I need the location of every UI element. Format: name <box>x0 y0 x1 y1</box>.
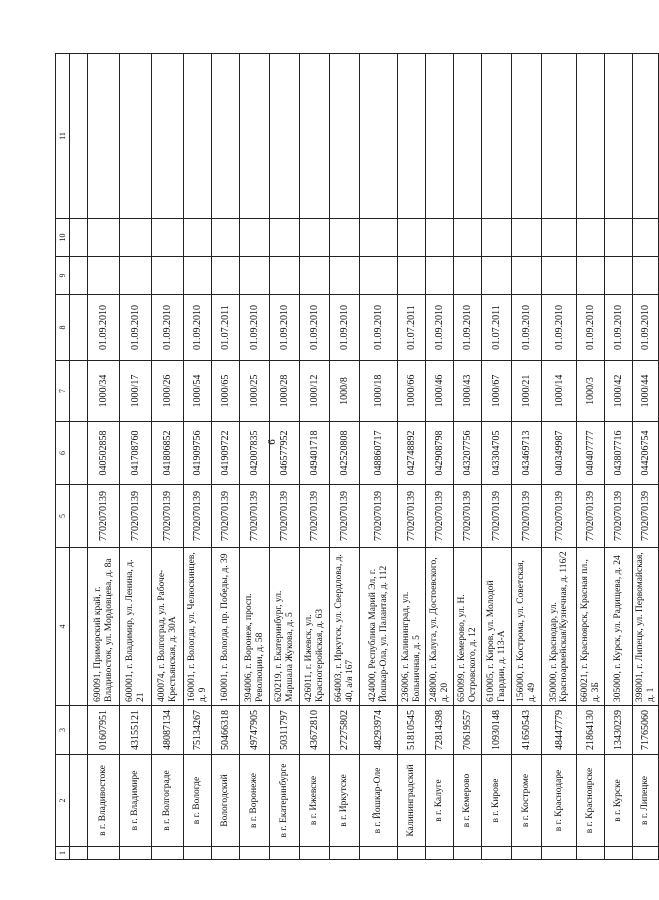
empty-cell <box>152 54 184 219</box>
effective-date: 01.09.2010 <box>605 295 633 361</box>
branch-name: в г. Кирове <box>482 755 512 847</box>
effective-date: 01.09.2010 <box>152 295 184 361</box>
row-blank-cell <box>330 847 360 860</box>
registration-number: 1000/18 <box>360 361 398 422</box>
branch-name: в г. Владивостоке <box>88 755 120 847</box>
empty-cell <box>482 257 512 295</box>
table-row <box>360 54 398 860</box>
inn-code: 7702070139 <box>240 485 270 548</box>
empty-cell <box>633 219 659 257</box>
okpo-code: 70619557 <box>454 706 482 755</box>
empty-cell <box>240 219 270 257</box>
branch-address: 248000, г. Калуга, ул. Достоевского, д. 20 <box>426 548 454 706</box>
empty-cell <box>398 219 426 257</box>
empty-cell <box>426 54 454 219</box>
empty-cell <box>120 54 152 219</box>
effective-date: 01.09.2010 <box>633 295 659 361</box>
effective-date: 01.09.2010 <box>512 295 542 361</box>
bik-code: 048860717 <box>360 422 398 485</box>
empty-cell <box>577 257 605 295</box>
branch-name: в г. Курске <box>605 755 633 847</box>
table-row <box>454 54 482 860</box>
effective-date: 01.09.2010 <box>542 295 577 361</box>
bik-code: 043207756 <box>454 422 482 485</box>
empty-cell <box>542 257 577 295</box>
empty-cell <box>426 257 454 295</box>
empty-cell <box>398 54 426 219</box>
inn-code: 7702070139 <box>330 485 360 548</box>
okpo-code: 01607951 <box>88 706 120 755</box>
bik-code: 041806852 <box>152 422 184 485</box>
empty-cell <box>212 54 240 219</box>
registration-number: 1000/34 <box>88 361 120 422</box>
okpo-code: 41650543 <box>512 706 542 755</box>
empty-cell <box>512 257 542 295</box>
okpo-code: 72814398 <box>426 706 454 755</box>
row-blank-cell <box>482 847 512 860</box>
branch-address: 394006, г. Воронеж, просп. Революции, д. 58 <box>240 548 270 706</box>
row-blank-cell <box>398 847 426 860</box>
empty-cell <box>212 257 240 295</box>
effective-date: 01.09.2010 <box>426 295 454 361</box>
empty-cell <box>300 54 330 219</box>
table-row <box>398 54 426 860</box>
table-row <box>542 54 577 860</box>
inn-code: 7702070139 <box>212 485 240 548</box>
inn-code: 7702070139 <box>577 485 605 548</box>
bik-code: 044206754 <box>633 422 659 485</box>
effective-date: 01.09.2010 <box>120 295 152 361</box>
inn-code: 7702070139 <box>482 485 512 548</box>
blank-row <box>70 54 88 860</box>
registration-number: 1000/46 <box>426 361 454 422</box>
empty-cell <box>184 257 212 295</box>
registration-number: 1000/12 <box>300 361 330 422</box>
empty-cell <box>88 219 120 257</box>
row-blank-cell <box>184 847 212 860</box>
empty-cell <box>184 54 212 219</box>
inn-code: 7702070139 <box>270 485 300 548</box>
branch-address: 600001, г. Владимир, ул. Ленина, д. 21 <box>120 548 152 706</box>
empty-cell <box>360 257 398 295</box>
empty-cell <box>330 219 360 257</box>
empty-cell <box>184 219 212 257</box>
row-blank-cell <box>300 847 330 860</box>
registration-number: 1000/26 <box>152 361 184 422</box>
page-number: 6 <box>266 439 278 445</box>
okpo-code: 13430239 <box>605 706 633 755</box>
effective-date: 01.07.2011 <box>482 295 512 361</box>
branch-name: в г. Вологде <box>184 755 212 847</box>
column-number: 4 <box>56 548 70 706</box>
bik-code: 043304705 <box>482 422 512 485</box>
bik-code: 043469713 <box>512 422 542 485</box>
okpo-code: 48293974 <box>360 706 398 755</box>
empty-cell <box>360 54 398 219</box>
branch-name: в г. Ижевске <box>300 755 330 847</box>
empty-cell <box>426 219 454 257</box>
effective-date: 01.09.2010 <box>88 295 120 361</box>
empty-cell <box>633 54 659 219</box>
registration-number: 1000/67 <box>482 361 512 422</box>
bik-code: 040349987 <box>542 422 577 485</box>
column-number: 6 <box>56 422 70 485</box>
branch-address: 350000, г. Краснодар, ул. Красноармейская/Кузнечная, д. 116/2 <box>542 548 577 706</box>
empty-cell <box>542 219 577 257</box>
row-blank-cell <box>88 847 120 860</box>
empty-cell <box>240 54 270 219</box>
column-number: 8 <box>56 295 70 361</box>
empty-cell <box>605 219 633 257</box>
branch-address: 426011, г. Ижевск, ул. Красногеройская, д. 63 <box>300 548 330 706</box>
empty-cell <box>398 257 426 295</box>
empty-cell <box>270 257 300 295</box>
inn-code: 7702070139 <box>360 485 398 548</box>
okpo-code: 48447779 <box>542 706 577 755</box>
empty-cell <box>88 257 120 295</box>
inn-code: 7702070139 <box>542 485 577 548</box>
empty-cell <box>270 219 300 257</box>
empty-cell <box>330 54 360 219</box>
table-row <box>577 54 605 860</box>
effective-date: 01.09.2010 <box>300 295 330 361</box>
bik-code: 049401718 <box>300 422 330 485</box>
table-row <box>120 54 152 860</box>
row-blank-cell <box>512 847 542 860</box>
registration-number: 1000/3 <box>577 361 605 422</box>
table-row <box>270 54 300 860</box>
row-blank-cell <box>577 847 605 860</box>
column-number: 7 <box>56 361 70 422</box>
row-blank-cell <box>270 847 300 860</box>
branch-name: Калининградский <box>398 755 426 847</box>
bik-code: 041909722 <box>212 422 240 485</box>
inn-code: 7702070139 <box>300 485 330 548</box>
okpo-code: 75134267 <box>184 706 212 755</box>
effective-date: 01.09.2010 <box>184 295 212 361</box>
branch-name: в г. Кемерово <box>454 755 482 847</box>
table-row <box>426 54 454 860</box>
okpo-code: 10930148 <box>482 706 512 755</box>
empty-cell <box>454 219 482 257</box>
okpo-code: 21864130 <box>577 706 605 755</box>
empty-cell <box>240 257 270 295</box>
branch-address: 400074, г. Волгоград, ул. Рабоче-Крестьянская, д. 30А <box>152 548 184 706</box>
registration-number: 1000/21 <box>512 361 542 422</box>
bik-code: 043807716 <box>605 422 633 485</box>
branch-name: в г. Воронеже <box>240 755 270 847</box>
registration-number: 1000/65 <box>212 361 240 422</box>
column-number: 9 <box>56 257 70 295</box>
inn-code: 7702070139 <box>398 485 426 548</box>
branch-name: в г. Волгограде <box>152 755 184 847</box>
bik-code: 042007835 <box>240 422 270 485</box>
registration-number: 1000/17 <box>120 361 152 422</box>
table-row <box>184 54 212 860</box>
empty-cell <box>512 54 542 219</box>
inn-code: 7702070139 <box>120 485 152 548</box>
branch-address: 620219, г. Екатеринбург, ул. Маршала Жукова, д. 5 <box>270 548 300 706</box>
row-blank-cell <box>605 847 633 860</box>
empty-cell <box>152 219 184 257</box>
branch-name: в г. Костроме <box>512 755 542 847</box>
branch-address: 660021, г. Красноярск, Красная пл., д. 3Б <box>577 548 605 706</box>
table-row <box>330 54 360 860</box>
empty-cell <box>120 257 152 295</box>
registration-number: 1000/43 <box>454 361 482 422</box>
okpo-code: 50311797 <box>270 706 300 755</box>
inn-code: 7702070139 <box>426 485 454 548</box>
column-number: 1 <box>56 847 70 860</box>
effective-date: 01.09.2010 <box>454 295 482 361</box>
table-row <box>212 54 240 860</box>
branch-name: в г. Йошкар-Оле <box>360 755 398 847</box>
effective-date: 01.09.2010 <box>330 295 360 361</box>
registration-number: 1000/54 <box>184 361 212 422</box>
column-number-row <box>56 54 70 860</box>
row-blank-cell <box>152 847 184 860</box>
bik-code: 040502858 <box>88 422 120 485</box>
column-number: 3 <box>56 706 70 755</box>
table-row <box>482 54 512 860</box>
branch-name: в г. Калуге <box>426 755 454 847</box>
empty-cell <box>482 54 512 219</box>
effective-date: 01.07.2011 <box>212 295 240 361</box>
column-number: 10 <box>56 219 70 257</box>
rotated-page <box>55 54 656 860</box>
branch-address: 424000, Республика Марий Эл, г. Йошкар-Ола, ул. Палантая, д. 112 <box>360 548 398 706</box>
empty-cell <box>300 257 330 295</box>
empty-cell <box>330 257 360 295</box>
empty-cell <box>577 219 605 257</box>
empty-cell <box>605 54 633 219</box>
empty-cell <box>212 219 240 257</box>
effective-date: 01.09.2010 <box>577 295 605 361</box>
empty-cell <box>605 257 633 295</box>
branch-name: в г. Владимире <box>120 755 152 847</box>
inn-code: 7702070139 <box>633 485 659 548</box>
column-number: 11 <box>56 54 70 219</box>
empty-cell <box>577 54 605 219</box>
effective-date: 01.07.2011 <box>398 295 426 361</box>
branch-name: Вологодский <box>212 755 240 847</box>
branch-address: 236006, г. Калининград, ул. Больничная, д. 5 <box>398 548 426 706</box>
bik-code: 042520808 <box>330 422 360 485</box>
empty-cell <box>152 257 184 295</box>
okpo-code: 27275802 <box>330 706 360 755</box>
bik-code: 042748892 <box>398 422 426 485</box>
row-blank-cell <box>426 847 454 860</box>
empty-cell <box>270 54 300 219</box>
empty-cell <box>120 219 152 257</box>
branch-name: в г. Красноярске <box>577 755 605 847</box>
branches-table <box>55 53 659 860</box>
effective-date: 01.09.2010 <box>270 295 300 361</box>
branch-address: 160001, г. Вологда, пр. Победы, д. 39 <box>212 548 240 706</box>
bik-code: 041909756 <box>184 422 212 485</box>
inn-code: 7702070139 <box>512 485 542 548</box>
registration-number: 1000/66 <box>398 361 426 422</box>
registration-number: 1000/8 <box>330 361 360 422</box>
branch-address: 650099, г. Кемерово, ул. Н. Островского, д. 12 <box>454 548 482 706</box>
branch-name: в г. Липецке <box>633 755 659 847</box>
branch-address: 690091, Приморский край, г. Владивосток, ул. Мордовцева, д. 8а <box>88 548 120 706</box>
branch-address: 160001, г. Вологда, ул. Челюскинцев, д. 9 <box>184 548 212 706</box>
okpo-code: 48087134 <box>152 706 184 755</box>
empty-cell <box>300 219 330 257</box>
row-blank-cell <box>212 847 240 860</box>
registration-number: 1000/14 <box>542 361 577 422</box>
inn-code: 7702070139 <box>152 485 184 548</box>
empty-cell <box>360 219 398 257</box>
empty-cell <box>88 54 120 219</box>
table-row <box>300 54 330 860</box>
okpo-code: 51810545 <box>398 706 426 755</box>
table-row <box>605 54 633 860</box>
registration-number: 1000/44 <box>633 361 659 422</box>
column-number: 2 <box>56 755 70 847</box>
effective-date: 01.09.2010 <box>240 295 270 361</box>
row-blank-cell <box>542 847 577 860</box>
row-blank-cell <box>240 847 270 860</box>
branch-address: 664003, г. Иркутск, ул. Свердлова, д. 40, а/я 167 <box>330 548 360 706</box>
registration-number: 1000/28 <box>270 361 300 422</box>
row-blank-cell <box>360 847 398 860</box>
bik-code: 046577952 <box>270 422 300 485</box>
inn-code: 7702070139 <box>88 485 120 548</box>
inn-code: 7702070139 <box>605 485 633 548</box>
effective-date: 01.09.2010 <box>360 295 398 361</box>
inn-code: 7702070139 <box>454 485 482 548</box>
row-blank-cell <box>633 847 659 860</box>
empty-cell <box>512 219 542 257</box>
okpo-code: 71765060 <box>633 706 659 755</box>
branch-name: в г. Екатеринбурге <box>270 755 300 847</box>
column-number: 5 <box>56 485 70 548</box>
branch-name: в г. Краснодаре <box>542 755 577 847</box>
branch-address: 305000, г. Курск, ул. Радищева, д. 24 <box>605 548 633 706</box>
empty-cell <box>454 54 482 219</box>
branch-address: 610005, г. Киров, ул. Молодой Гвардии, д. 113-А <box>482 548 512 706</box>
row-blank-cell <box>454 847 482 860</box>
table-row <box>512 54 542 860</box>
table-row <box>152 54 184 860</box>
empty-cell <box>542 54 577 219</box>
bik-code: 041708760 <box>120 422 152 485</box>
bik-code: 042908798 <box>426 422 454 485</box>
registration-number: 1000/42 <box>605 361 633 422</box>
okpo-code: 50466318 <box>212 706 240 755</box>
branch-address: 156000, г. Кострома, ул. Советская, д. 49 <box>512 548 542 706</box>
okpo-code: 49747905 <box>240 706 270 755</box>
empty-cell <box>482 219 512 257</box>
table-row <box>240 54 270 860</box>
bik-code: 040407777 <box>577 422 605 485</box>
registration-number: 1000/25 <box>240 361 270 422</box>
okpo-code: 43672810 <box>300 706 330 755</box>
branch-address: 398001, г. Липецк, ул. Первомайская, д. 1 <box>633 548 659 706</box>
table-row <box>88 54 120 860</box>
empty-cell <box>633 257 659 295</box>
table-row <box>633 54 659 860</box>
branch-name: в г. Иркутске <box>330 755 360 847</box>
row-blank-cell <box>120 847 152 860</box>
okpo-code: 43155121 <box>120 706 152 755</box>
empty-cell <box>454 257 482 295</box>
inn-code: 7702070139 <box>184 485 212 548</box>
